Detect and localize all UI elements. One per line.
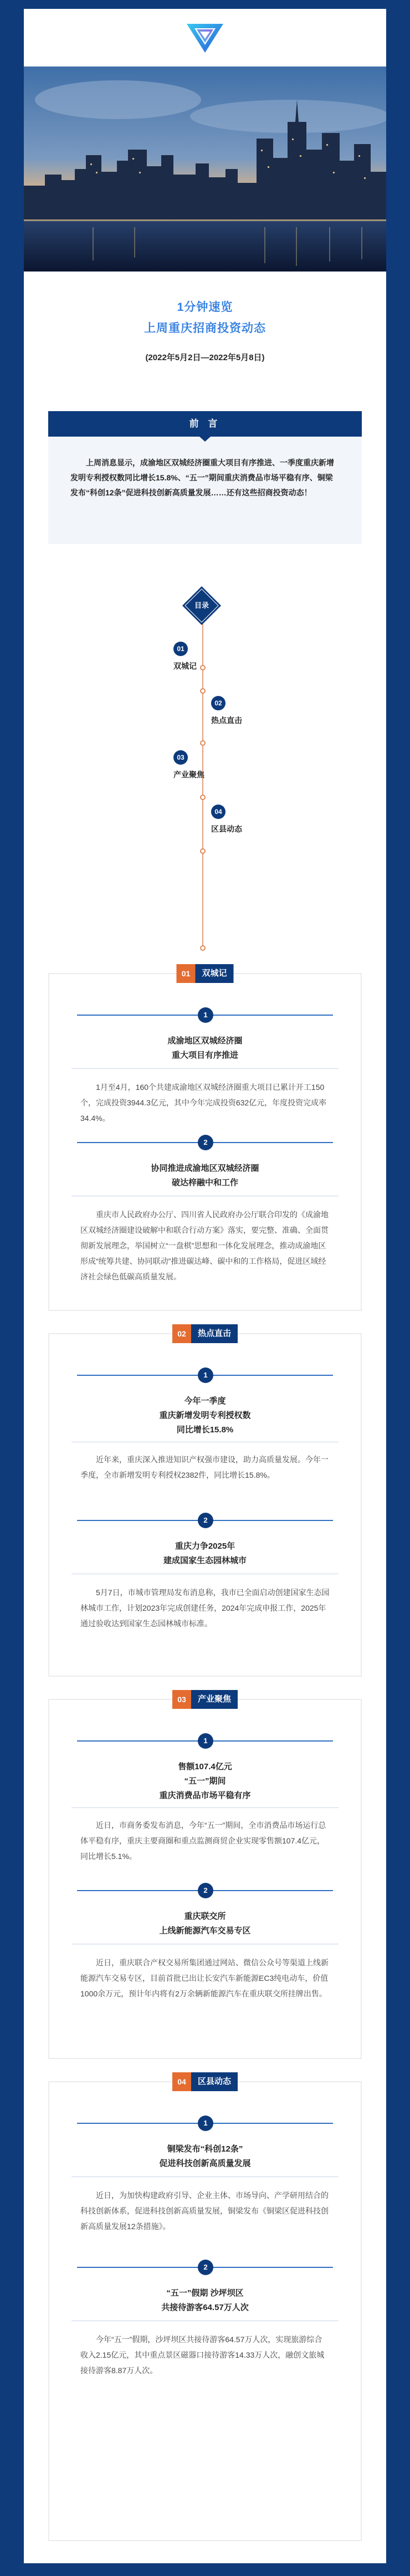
section-redian	[48, 1329, 362, 1677]
foreword-notch	[199, 437, 211, 442]
sub-body: 近日，重庆联合产权交易所集团通过网站、微信公众号等渠道上线新能源汽车交易专区，目前首批已出让长安汽车新能源EC3纯电动车，价值1000余万元，预计年内将有2万余辆新能源汽车在重庆联交所挂牌出售。	[80, 1958, 329, 1998]
sub-title-line: “五一”假期 沙坪坝区	[166, 2288, 244, 2298]
sub-rule	[71, 1944, 339, 1945]
section-number: 01	[176, 964, 195, 983]
section-title: 双城记	[195, 964, 233, 983]
sub-title	[77, 1909, 333, 1938]
toc-dot	[200, 848, 206, 854]
sub-title	[77, 1034, 333, 1063]
sub-rule	[71, 1068, 339, 1069]
toc-item-number: 04	[211, 805, 226, 819]
sub-title-line: 重大项目有序推进	[171, 1051, 238, 1060]
toc-item-chanye[interactable]	[173, 750, 204, 780]
sub-title-line: 成渝地区双城经济圈	[167, 1036, 243, 1046]
foreword-text: 上周消息显示，成渝地区双城经济圈重大项目有序推进、一季度重庆新增发明专利授权数同比增长15.8%、“五一”期间重庆消费品市场平稳有序、铜梁发布“科创12条”促进科技创新高质量发展……还有这些招商投资动态！	[70, 458, 334, 497]
sub-title-line: 重庆力争2025年	[175, 1541, 235, 1551]
sub-badge: 1	[198, 1007, 213, 1023]
toc-dot	[200, 688, 206, 694]
toc-item-label: 双城记	[173, 662, 197, 670]
title-line-1: 1分钟速览	[177, 301, 233, 314]
toc-label: 目录	[194, 601, 209, 610]
sub-rule	[71, 2176, 339, 2178]
section-shuangchengji	[48, 969, 362, 1311]
toc-item-number: 03	[173, 750, 188, 765]
title-line-2: 上周重庆招商投资动态	[144, 322, 266, 335]
sub-title	[77, 1760, 333, 1803]
sub-badge: 2	[198, 1135, 213, 1150]
section-number: 02	[172, 1324, 191, 1343]
sub-title-line: 协同推进成渝地区双城经济圈	[151, 1164, 259, 1173]
sub-rule	[71, 1442, 339, 1443]
sub-rule	[71, 1574, 339, 1575]
toc-item-redian[interactable]	[211, 696, 242, 726]
foreword-title: 前 言	[48, 411, 362, 437]
sub-badge: 1	[198, 1733, 213, 1749]
section-header	[48, 964, 362, 984]
section-header	[48, 1690, 362, 1710]
sub-body: 近年来，重庆深入推进知识产权强市建设，助力高质量发展。今年一季度，全市新增发明专利授权2382件，同比增长15.8%。	[80, 1455, 329, 1479]
sub-title-line: 同比增长15.8%	[176, 1425, 234, 1435]
sub-title-line: 铜梁发布“科创12条”	[167, 2144, 243, 2154]
sub-badge: 2	[198, 1883, 213, 1898]
toc-dot	[200, 740, 206, 746]
toc-item-number: 02	[211, 696, 226, 710]
sub-title-line: 重庆消费品市场平稳有序	[159, 1791, 251, 1800]
toc-item-label: 产业聚焦	[173, 770, 204, 779]
sub-title-line: 促进科技创新高质量发展	[159, 2159, 251, 2168]
sub-title-line: 共接待游客64.57万人次	[161, 2303, 249, 2312]
toc-item-label: 热点直击	[211, 716, 242, 725]
sub-title-line: “五一”期间	[184, 1776, 226, 1786]
sub-badge: 1	[198, 2116, 213, 2131]
section-header	[48, 1324, 362, 1344]
sub-badge: 2	[198, 2260, 213, 2275]
sub-badge: 2	[198, 1513, 213, 1528]
section-number: 04	[172, 2072, 191, 2091]
section-title: 区县动态	[191, 2072, 238, 2091]
table-of-contents	[24, 563, 386, 951]
sub-rule	[71, 2321, 339, 2322]
toc-item-shuangchengji[interactable]	[173, 642, 197, 672]
toc-item-label: 区县动态	[211, 824, 242, 833]
toc-dot	[200, 945, 206, 951]
sub-rule	[71, 1807, 339, 1809]
page-title	[24, 298, 386, 336]
sub-badge: 1	[198, 1368, 213, 1383]
toc-dot	[200, 795, 206, 800]
article-page	[24, 9, 386, 2563]
sub-title	[77, 1539, 333, 1568]
sub-title-line: 上线新能源汽车交易专区	[159, 1926, 251, 1935]
sub-title	[77, 1394, 333, 1437]
sub-body: 5月7日，市城市管理局发布消息称，我市已全面启动创建国家生态园林城市工作，计划2023年完成创建任务，2024年完成申报工作，2025年通过验收达到国家生态园林城市标准。	[80, 1588, 330, 1628]
toc-item-number: 01	[173, 642, 188, 656]
sub-title-line: 重庆新增发明专利授权数	[159, 1411, 251, 1420]
sub-rule	[71, 1196, 339, 1197]
toc-timeline	[202, 613, 203, 948]
sub-body: 重庆市人民政府办公厅、四川省人民政府办公厅联合印发的《成渝地区双城经济圈建设破解中和联合行动方案》落实，要完整、准确、全面贯彻新发展理念，举国树立“一盘棋”思想和一体化发展理念，推动成渝地区形成“统筹共建、协同联动”推进碳达峰、碳中和的工作格局，促进区域经济社会绿色低碳高质量发展。	[80, 1210, 329, 1281]
sub-title-line: 售额107.4亿元	[178, 1762, 232, 1771]
date-range: (2022年5月2日—2022年5月8日)	[145, 353, 265, 362]
section-header	[48, 2072, 362, 2092]
toc-dot	[200, 665, 206, 670]
sub-title	[77, 2142, 333, 2171]
sub-title-line: 今年一季度	[184, 1396, 226, 1406]
sub-title-line: 破达梓融中和工作	[171, 1178, 238, 1187]
toc-item-quxian[interactable]	[211, 805, 242, 834]
foreword-box	[48, 411, 362, 544]
city-skyline-image	[24, 66, 386, 272]
sub-title-line: 建成国家生态园林城市	[163, 1556, 247, 1565]
sub-body: 近日，为加快构建政府引导、企业主体、市场导向、产学研用结合的科技创新体系，促进科技创新高质量发展，铜梁发布《铜梁区促进科技创新高质量发展12条措施》。	[80, 2191, 329, 2231]
logo-header	[24, 9, 386, 66]
sub-body: 近日，市商务委发布消息，今年“五一”期间，全市消费品市场运行总体平稳有序，重庆主要商圈和重点监测商贸企业实现零售额107.4亿元，同比增长5.1%。	[80, 1821, 326, 1861]
sub-body: 1月至4月，160个共建成渝地区双城经济圈重大项目已累计开工150个，完成投资3944.3亿元，其中今年完成投资632亿元，年度投资完成率34.4%。	[80, 1083, 327, 1123]
section-title: 产业聚焦	[191, 1690, 238, 1709]
section-title: 热点直击	[191, 1324, 238, 1343]
sub-body: 今年“五一”假期，沙坪坝区共接待游客64.57万人次，实现旅游综合收入2.15亿元，其中重点景区磁器口接待游客14.33万人次，融创文旅城接待游客8.87万人次。	[80, 2335, 325, 2375]
brand-logo	[186, 21, 224, 55]
sub-title	[77, 2286, 333, 2315]
section-number: 03	[172, 1690, 191, 1709]
section-chanye	[48, 1694, 362, 2059]
sub-title	[77, 1161, 333, 1190]
sub-title-line: 重庆联交所	[184, 1912, 226, 1921]
section-quxian	[48, 2077, 362, 2541]
